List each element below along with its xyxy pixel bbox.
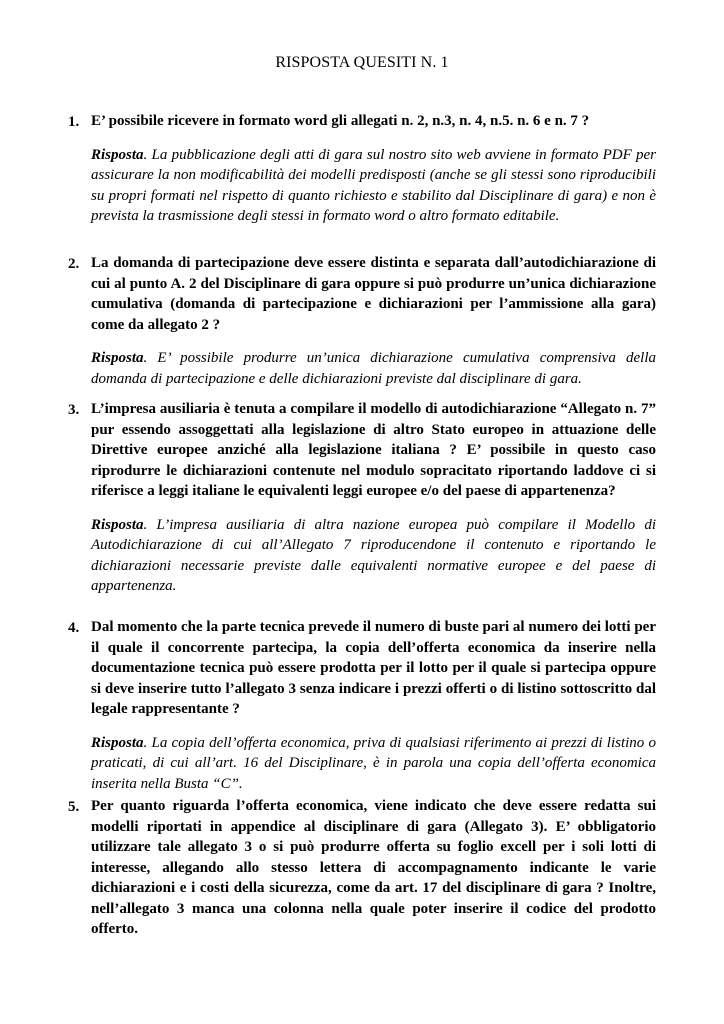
question-block-4 <box>68 617 656 794</box>
question-block-2 <box>68 253 656 389</box>
question-text: La domanda di partecipazione deve essere distinta e separata dall’autodichiarazione di cui al punto A. 2 del Disciplinare di gara oppure si può produrre un’unica dichiarazione cumulativa (domanda di partecipazione e dichiarazioni per l’ammissione alla gara) come da allegato 2 ? <box>91 255 656 333</box>
question-text: Per quanto riguarda l’offerta economica, viene indicato che deve essere redatta sui modelli riportati in appendice al disciplinare di gara (Allegato 3). E’ obbligatorio utilizzare tale allegato 3 o si può produrre offerta su foglio excell per i soli lotti di interesse, allegando allo stesso lettera di accompagnamento indicante le varie dichiarazioni e i costi della sicurezza, come da art. 17 del disciplinare di gara ? Inoltre, nell’allegato 3 manca una colonna nella quale poter inserire il codice del prodotto offerto. <box>91 798 656 937</box>
answer-label: Risposta <box>91 516 144 533</box>
question-number: 1. <box>68 114 80 130</box>
answer-text: . La pubblicazione degli atti di gara sul nostro sito web avviene in formato PDF per assicurare la non modificabilità dei modelli predisposti (anche se gli stessi sono riproducibili su propri formati nel rispetto di quanto richiesto e stabilito dal Disciplinare di gara) e non è prevista la trasmissione degli stessi in formato word o altro formato editabile. <box>91 146 656 224</box>
document-title: RISPOSTA QUESITI N. 1 <box>275 54 449 71</box>
answer-label: Risposta <box>91 350 144 366</box>
question-number: 3. <box>68 402 80 418</box>
question-number: 5. <box>68 799 80 815</box>
answer-label: Risposta <box>91 146 144 163</box>
question-block-1 <box>68 111 656 227</box>
answer-paragraph <box>91 145 656 227</box>
question-block-3 <box>68 399 656 597</box>
answer-paragraph <box>91 733 656 795</box>
question-number: 2. <box>68 256 80 272</box>
question-text: E’ possibile ricevere in formato word gli allegati n. 2, n.3, n. 4, n.5. n. 6 e n. 7 ? <box>91 113 590 129</box>
answer-paragraph <box>91 515 656 597</box>
answer-text: . La copia dell’offerta economica, priva di qualsiasi riferimento ai prezzi di listino o praticati, di cui all’art. 16 del Disciplinare, è in parola una copia dell’offerta economica inserita nella Busta “C”. <box>91 734 656 792</box>
question-text: Dal momento che la parte tecnica prevede il numero di buste pari al numero dei lotti per il quale il concorrente partecipa, la copia dell’offerta economica da inserire nella documentazione tecnica può essere prodotta per il lotto per il quale si partecipa oppure si deve inserire tutto l’allegato 3 senza indicare i prezzi offerti o di listino sottoscritto dal legale rappresentante ? <box>91 619 656 717</box>
answer-text: . E’ possibile produrre un’unica dichiarazione cumulativa comprensiva della domanda di partecipazione e delle dichiarazioni previste dal disciplinare di gara. <box>91 350 656 387</box>
answer-label: Risposta <box>91 734 144 751</box>
question-text: L’impresa ausiliaria è tenuta a compilare il modello di autodichiarazione “Allegato n. 7” pur essendo assoggettati alla legislazione di altro Stato europeo in attuazione delle Direttive europee anziché alla legislazione italiana ? E’ possibile in questo caso riprodurre le dichiarazioni contenute nel modulo sopracitato riportando laddove ci si riferisce a leggi italiane le equivalenti leggi europee e/o del paese di appartenenza? <box>91 401 656 499</box>
answer-text: . L’impresa ausiliaria di altra nazione europea può compilare il Modello di Autodichiarazione di cui all’Allegato 7 riproducendone il contenuto e riportando le dichiarazioni necessarie previste dalle equivalenti normative europee e del paese di appartenenza. <box>91 516 656 594</box>
answer-paragraph <box>91 348 656 389</box>
question-block-5 <box>68 796 656 940</box>
question-number: 4. <box>68 620 80 636</box>
